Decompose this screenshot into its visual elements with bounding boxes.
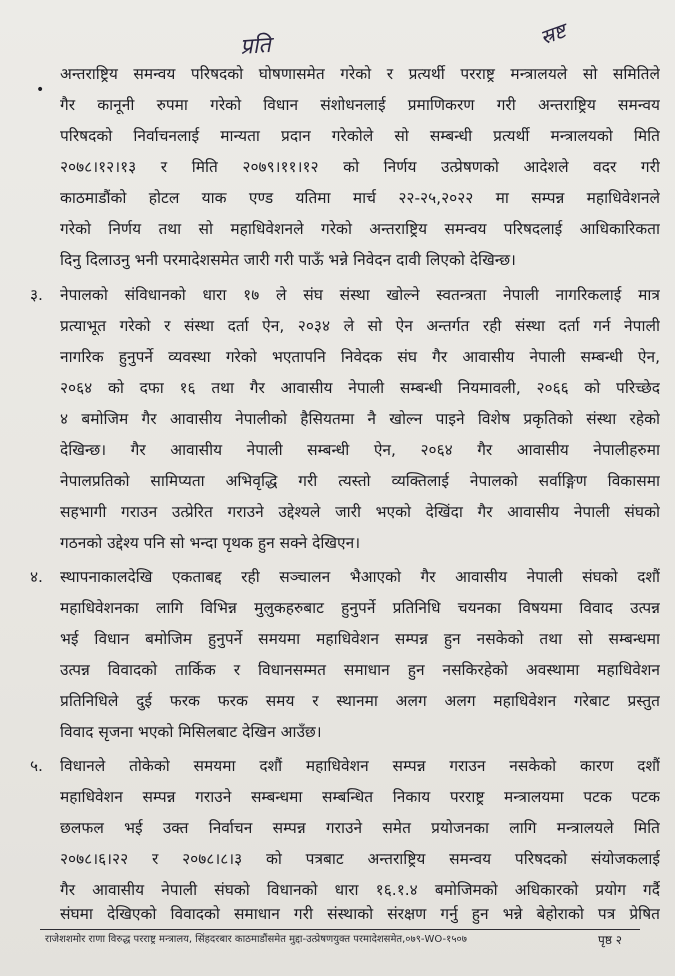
text-line: नागरिक हुनुपर्ने व्यवस्था गरेको भएतापनि निवेदक संघ गैर आवासीय नेपाली सम्बन्धी ऐन, [60, 348, 660, 366]
text-line: गैर आवासीय नेपाली संघको विधानको धारा १६.१.४ बमोजिमको अधिकारको प्रयोग गर्दै [60, 881, 660, 899]
text-line: उत्पन्न विवादको तार्किक र विधानसम्मत समाधान हुन नसकिरहेको अवस्थामा महाधिवेशन [60, 661, 660, 679]
paragraph-number: ३. [30, 286, 43, 304]
text-line: प्रत्याभूत गरेको र संस्था दर्ता ऐन, २०३४ ले सो ऐन अन्तर्गत रही संस्था दर्ता गर्न नेपाली [60, 317, 660, 335]
text-line: देखिन्छ। गैर आवासीय नेपाली सम्बन्धी ऐन, २०६४ गैर आवासीय नेपालीहरुमा [60, 441, 660, 459]
text-line: २०७८।६।२२ र २०७८।८।३ को पत्रबाट अन्तराष्ट्रिय समन्वय परिषदको संयोजकलाई [60, 850, 660, 868]
bullet-mark: • [36, 82, 45, 98]
text-line: काठमाडौंको होटल याक एण्ड यतिमा मार्च २२-२५,२०२२ मा सम्पन्न महाधिवेशनले [60, 189, 660, 207]
text-line: परिषदको निर्वाचनलाई मान्यता प्रदान गरेकोले सो सम्बन्धी प्रत्यर्थी मन्त्रालयको मिति [60, 127, 660, 145]
handwritten-signature-right: स्रष्ट [536, 18, 569, 50]
text-line: स्थापनाकालदेखि एकताबद्द रही सञ्चालन भैआएको गैर आवासीय नेपाली संघको दशौं [60, 568, 660, 586]
text-line: छलफल भई उक्त निर्वाचन सम्पन्न गराउने समेत प्रयोजनका लागि मन्त्रालयले मिति [60, 819, 660, 837]
handwritten-signature-top: प्रति [239, 32, 272, 61]
text-line: नेपालप्रतिको सामिप्यता अभिवृद्धि गरी त्यस्तो व्यक्तिलाई नेपालको सर्वाङ्गिण विकासमा [60, 472, 660, 490]
text-line: प्रतिनिधिले दुई फरक फरक समय र स्थानमा अलग अलग महाधिवेशन गरेबाट प्रस्तुत [60, 692, 660, 710]
text-line: महाधिवेशनका लागि विभिन्न मुलुकहरुबाट हुनुपर्ने प्रतिनिधि चयनका विषयमा विवाद उत्पन्न [60, 599, 660, 617]
text-line: भई विधान बमोजिम हुनुपर्ने समयमा महाधिवेशन सम्पन्न हुन नसकेको तथा सो सम्बन्धमा [60, 630, 660, 648]
text-line: विधानले तोकेको समयमा दशौं महाधिवेशन सम्पन्न गराउन नसकेको कारण दशौं [60, 757, 660, 775]
text-line: गठनको उद्देश्य पनि सो भन्दा पृथक हुन सक्ने देखिएन। [60, 534, 361, 552]
footer-case-text: राजेशशमोर राणा विरुद्ध परराष्ट्र मन्त्रालय, सिंहदरबार काठमाडौंसमेत मुद्दा-उत्प्रेषणयुक्त परमादेशसमेत,०७९-WO-१५०७ [45, 934, 467, 945]
text-line: २०७८।१२।१३ र मिति २०७९।११।१२ को निर्णय उत्प्रेषणको आदेशले वदर गरी [60, 158, 660, 176]
text-line: गैर कानूनी रुपमा गरेको विधान संशोधनलाई प्रमाणिकरण गरी अन्तराष्ट्रिय समन्वय [60, 96, 660, 114]
text-line: संघमा देखिएको विवादको समाधान गरी संस्थाको संरक्षण गर्नु हुन भन्ने बेहोराको पत्र प्रेषित [60, 905, 660, 923]
paragraph-number: ५. [30, 757, 43, 775]
text-line: अन्तराष्ट्रिय समन्वय परिषदको घोषणासमेत गरेको र प्रत्यर्थी परराष्ट्र मन्त्रालयले सो समितिले [60, 65, 660, 83]
text-line: नेपालको संविधानको धारा १७ ले संघ संस्था खोल्ने स्वतन्त्रता नेपाली नागरिकलाई मात्र [60, 286, 660, 304]
page-number: पृष्ठ २ [598, 933, 622, 947]
text-line: विवाद सृजना भएको मिसिलबाट देखिन आउँछ। [60, 723, 322, 741]
footer-divider [40, 929, 640, 930]
text-line: २०६४ को दफा १६ तथा गैर आवासीय नेपाली सम्बन्धी नियमावली, २०६६ को परिच्छेद [60, 379, 660, 397]
text-line: ४ बमोजिम गैर आवासीय नेपालीको हैसियतमा नै खोल्न पाइने विशेष प्रकृतिको संस्था रहेको [60, 410, 660, 428]
text-line: गरेको निर्णय तथा सो महाधिवेशनले गरेको अन्तराष्ट्रिय समन्वय परिषदलाई आधिकारिकता [60, 220, 660, 238]
text-line: दिनु दिलाउनु भनी परमादेशसमेत जारी गरी पाऊँ भन्ने निवेदन दावी लिएको देखिन्छ। [60, 251, 516, 269]
paragraph-number: ४. [30, 568, 43, 586]
text-line: महाधिवेशन सम्पन्न गराउने सम्बन्धमा सम्बन्धित निकाय परराष्ट्र मन्त्रालयमा पटक पटक [60, 788, 660, 806]
text-line: सहभागी गराउन उत्प्रेरित गराउने उद्देश्यले जारी भएको देखिंदा गैर आवासीय नेपाली संघको [60, 503, 660, 521]
